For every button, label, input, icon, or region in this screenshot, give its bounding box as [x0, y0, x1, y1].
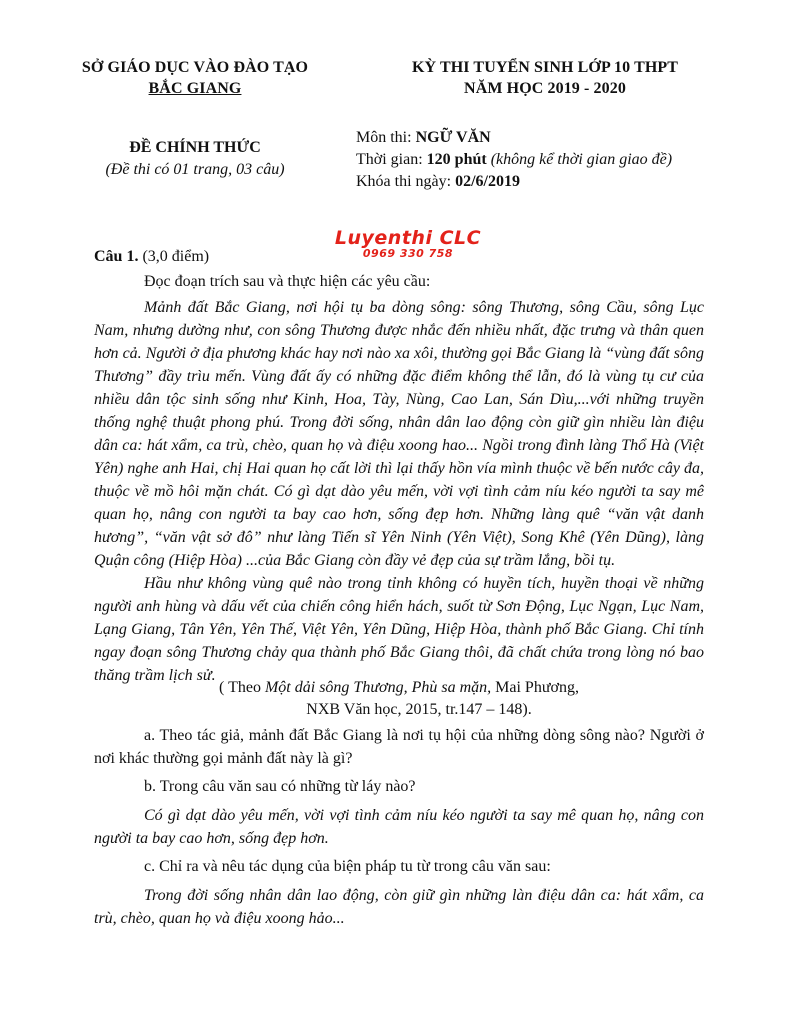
- official-block: [60, 137, 330, 181]
- subject-label: Môn thi:: [356, 129, 416, 146]
- quote-b-text: Có gì dạt dào yêu mến, vời vợi tình cảm níu kéo người ta say mê quan họ, nâng con người ta bay cao hơn, sống đẹp hơn.: [94, 807, 704, 847]
- passage-paragraph-2: [94, 572, 704, 687]
- sub-question-a: [94, 724, 704, 770]
- sub-question-b: [94, 775, 704, 798]
- sub-question-b-text: b. Trong câu văn sau có những từ láy nào?: [144, 778, 416, 795]
- passage-2-text: Hầu như không vùng quê nào trong tỉnh không có huyền tích, huyền thoại về những người anh hùng và dấu vết của chiến công hiển hách, suốt từ Sơn Động, Lục Ngạn, Lục Nam, Lạng Giang, Tân Yên, Yên Thế, Việt Yên, Yên Dũng, Hiệp Hòa, thành phố Bắc Giang. Chỉ tính ngay đoạn sông Thương chảy qua thành phố Bắc Giang thôi, đã chất chứa trong lòng nó bao thăng trầm lịch sử.: [94, 575, 704, 684]
- date-line: [356, 171, 776, 193]
- question-label: Câu 1.: [94, 248, 139, 265]
- sub-question-a-text: a. Theo tác giả, mảnh đất Bắc Giang là nơi tụ hội của những dòng sông nào? Người ở nơi khác thường gọi mảnh đất này là gì?: [94, 727, 704, 767]
- sub-question-c-text: c. Chỉ ra và nêu tác dụng của biện pháp tu từ trong câu văn sau:: [144, 858, 551, 875]
- watermark: [328, 228, 488, 260]
- passage-source: [94, 677, 704, 721]
- passage-1-text: Mảnh đất Bắc Giang, nơi hội tụ ba dòng sông: sông Thương, sông Cầu, sông Lục Nam, nhưng dường như, con sông Thương được nhắc đến nhiều nhất, đặc trưng và thân quen hơn cả. Người ở địa phương khác hay nơi nào xa xôi, thường gọi Bắc Giang là “vùng đất sông Thương” đầy trìu mến. Vùng đất ấy có những đặc điểm không thể lẫn, đó là vùng tụ cư của nhiều dân tộc sinh sống như Kinh, Hoa, Tày, Nùng, Cao Lan, Sán Dìu,...với những truyền thống nghệ thuật phong phú. Trong đời sống, nhân dân lao động còn giữ gìn nhiều làn điệu dân ca: hát xẩm, ca trù, chèo, quan họ và điệu xoong hao... Ngồi trong đình làng Thổ Hà (Việt Yên) nghe anh Hai, chị Hai quan họ cất lời thì lại thấy hồn vía mình thuộc về bến nước cây đa, thuộc về mồ hôi mặn chát. Có gì dạt dào yêu mến, vời vợi tình cảm níu kéo người ta say mê quan họ, nâng con người ta bay cao hơn, sống đẹp hơn. Những làng quê “văn vật danh hương”, “văn vật sở đô” như làng Tiến sĩ Yên Ninh (Yên Việt), Song Khê (Yên Dũng), làng Quận công (Hiệp Hòa) ...của Bắc Giang còn đầy vẻ đẹp của sự trầm lắng, bồi tụ.: [94, 299, 704, 569]
- watermark-phone: 0969 330 758: [362, 247, 454, 260]
- source-author: Mai Phương,: [491, 679, 579, 696]
- sub-question-b-quote: [94, 804, 704, 850]
- source-title: Một dải sông Thương, Phù sa mặn,: [264, 679, 492, 696]
- instruction-text: Đọc đoạn trích sau và thực hiện các yêu cầu:: [144, 273, 431, 290]
- header-exam: [380, 57, 710, 99]
- sub-question-c: [94, 855, 704, 878]
- time-value: 120 phút: [426, 151, 487, 168]
- passage-paragraph-1: [94, 296, 704, 572]
- org-province: BẮC GIANG: [148, 80, 242, 97]
- watermark-name: Luyenthi CLC: [334, 227, 482, 249]
- exam-title: KỲ THI TUYỂN SINH LỚP 10 THPT: [411, 59, 679, 76]
- question-points: (3,0 điểm): [138, 248, 210, 265]
- source-line-2: NXB Văn học, 2015, tr.147 – 148).: [306, 701, 532, 718]
- official-title: ĐỀ CHÍNH THỨC: [129, 139, 261, 156]
- subject-value: NGỮ VĂN: [415, 129, 491, 146]
- question-1-heading: [94, 245, 209, 268]
- exam-year: NĂM HỌC 2019 - 2020: [464, 80, 626, 97]
- official-note: (Đề thi có 01 trang, 03 câu): [105, 161, 285, 178]
- source-line-1: [94, 677, 704, 699]
- subject-line: [356, 127, 776, 149]
- question-instruction: [94, 270, 704, 293]
- date-value: 02/6/2019: [455, 173, 520, 190]
- org-name: SỞ GIÁO DỤC VÀO ĐÀO TẠO: [81, 59, 309, 76]
- sub-question-c-quote: [94, 884, 704, 930]
- time-line: [356, 149, 776, 171]
- time-label: Thời gian:: [356, 151, 427, 168]
- exam-info: [356, 127, 776, 193]
- date-label: Khóa thi ngày:: [356, 173, 456, 190]
- source-prefix: ( Theo: [219, 679, 265, 696]
- quote-c-text: Trong đời sống nhân dân lao động, còn giữ gìn những làn điệu dân ca: hát xẩm, ca trù, chèo, quan họ và điệu xoong hảo...: [94, 887, 704, 927]
- time-note: (không kể thời gian giao đề): [486, 151, 673, 168]
- header-organization: [60, 57, 330, 99]
